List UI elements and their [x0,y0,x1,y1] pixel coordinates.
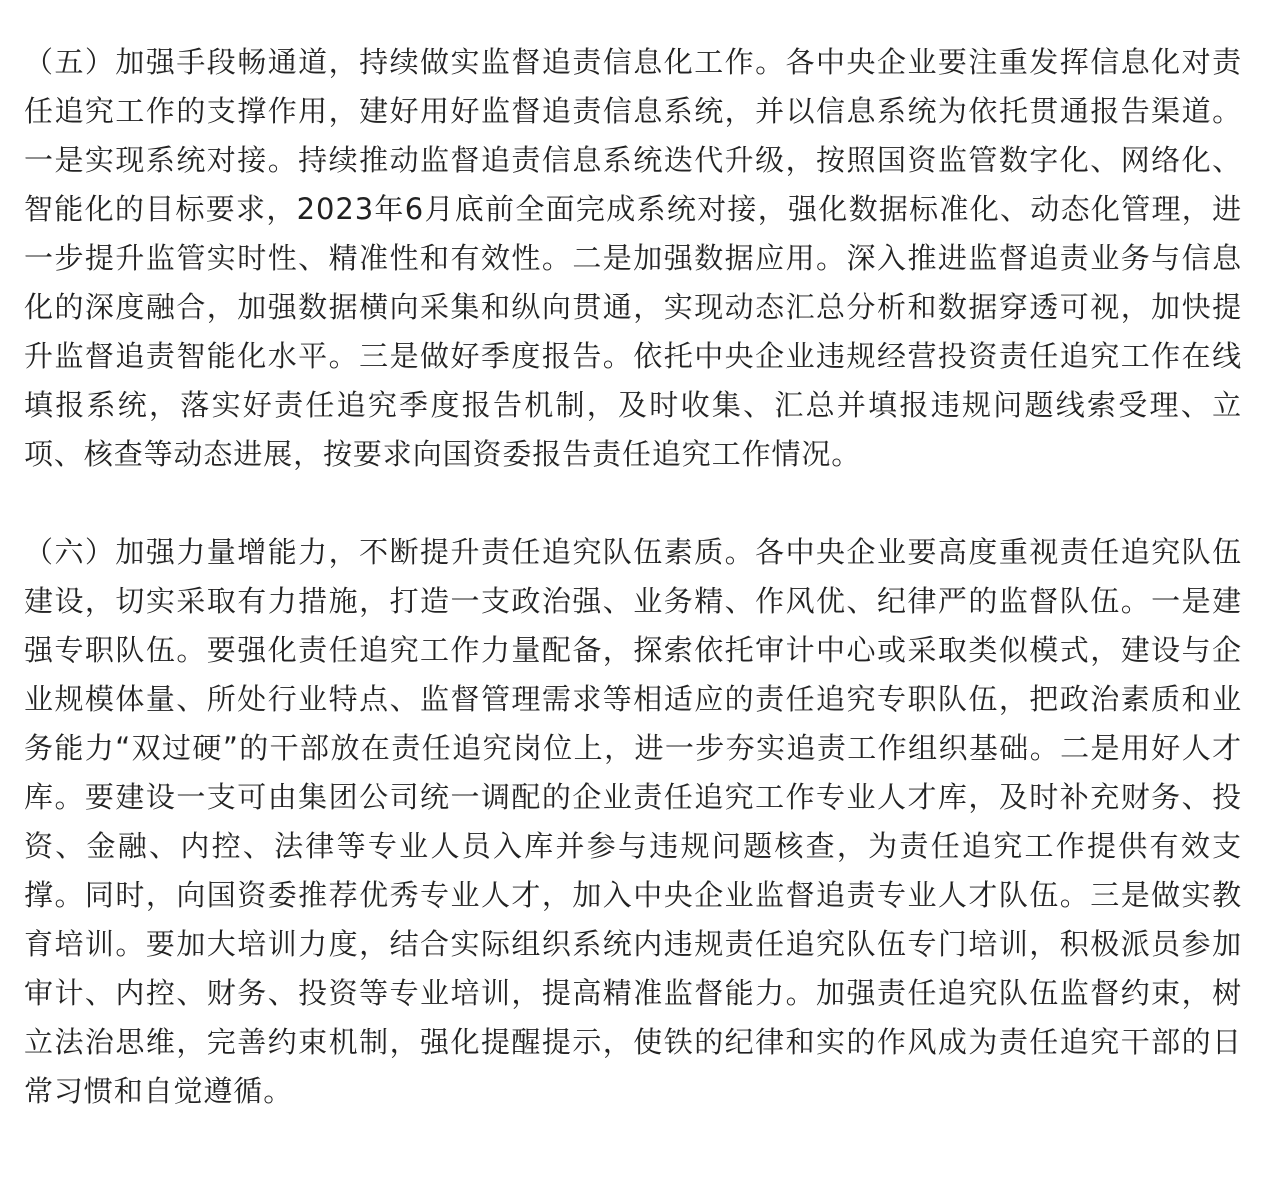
document-body [24,38,1242,1116]
paragraph-section-5: （五）加强手段畅通道，持续做实监督追责信息化工作。各中央企业要注重发挥信息化对责任追究工作的支撑作用，建好用好监督追责信息系统，并以信息系统为依托贯通报告渠道。一是实现系统对接。持续推动监督追责信息系统迭代升级，按照国资监管数字化、网络化、智能化的目标要求，2023年6月底前全面完成系统对接，强化数据标准化、动态化管理，进一步提升监管实时性、精准性和有效性。二是加强数据应用。深入推进监督追责业务与信息化的深度融合，加强数据横向采集和纵向贯通，实现动态汇总分析和数据穿透可视，加快提升监督追责智能化水平。三是做好季度报告。依托中央企业违规经营投资责任追究工作在线填报系统，落实好责任追究季度报告机制，及时收集、汇总并填报违规问题线索受理、立项、核查等动态进展，按要求向国资委报告责任追究工作情况。 [24,45,1242,471]
paragraph-section-6: （六）加强力量增能力，不断提升责任追究队伍素质。各中央企业要高度重视责任追究队伍建设，切实采取有力措施，打造一支政治强、业务精、作风优、纪律严的监督队伍。一是建强专职队伍。要强化责任追究工作力量配备，探索依托审计中心或采取类似模式，建设与企业规模体量、所处行业特点、监督管理需求等相适应的责任追究专职队伍，把政治素质和业务能力“双过硬”的干部放在责任追究岗位上，进一步夯实追责工作组织基础。二是用好人才库。要建设一支可由集团公司统一调配的企业责任追究工作专业人才库，及时补充财务、投资、金融、内控、法律等专业人员入库并参与违规问题核查，为责任追究工作提供有效支撑。同时，向国资委推荐优秀专业人才，加入中央企业监督追责专业人才队伍。三是做实教育培训。要加大培训力度，结合实际组织系统内违规责任追究队伍专门培训，积极派员参加审计、内控、财务、投资等专业培训，提高精准监督能力。加强责任追究队伍监督约束，树立法治思维，完善约束机制，强化提醒提示，使铁的纪律和实的作风成为责任追究干部的日常习惯和自觉遵循。 [24,535,1242,1108]
